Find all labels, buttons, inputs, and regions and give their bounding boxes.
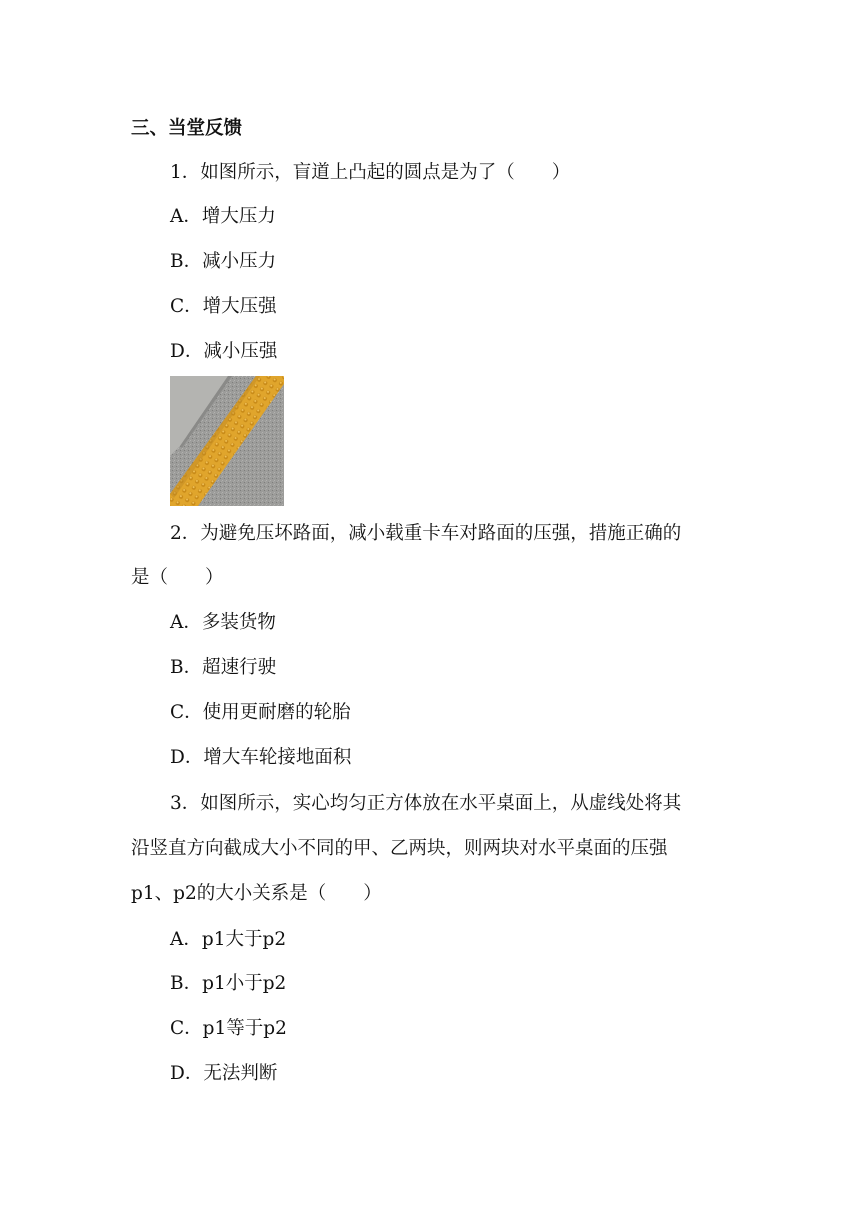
question-3-option-d: D．无法判断 (170, 1063, 278, 1084)
question-2-stem-line-2: 是（ ） (131, 567, 224, 588)
question-3-option-a: A．p1大于p2 (170, 929, 287, 950)
question-3-stem-line-2: 沿竖直方向截成大小不同的甲、乙两块，则两块对水平桌面的压强 (131, 838, 668, 859)
question-1-option-c: C．增大压强 (170, 296, 277, 317)
question-2-option-d: D．增大车轮接地面积 (170, 747, 352, 768)
question-2-option-b: B．超速行驶 (170, 657, 277, 678)
question-1-stem: 1．如图所示，盲道上凸起的圆点是为了（ ） (170, 162, 571, 183)
question-3-option-c: C．p1等于p2 (170, 1018, 287, 1039)
question-2-stem-line-1: 2．为避免压坏路面，减小载重卡车对路面的压强，措施正确的 (170, 523, 682, 544)
question-1-option-b: B．减小压力 (170, 251, 277, 272)
question-3-stem-line-1: 3．如图所示，实心均匀正方体放在水平桌面上，从虚线处将其 (170, 793, 682, 814)
section-heading: 三、当堂反馈 (131, 118, 243, 139)
question-3-option-b: B．p1小于p2 (170, 973, 287, 994)
question-1-option-a: A．增大压力 (170, 206, 276, 227)
question-2-option-a: A．多装货物 (170, 612, 276, 633)
question-3-stem-line-3: p1、p2的大小关系是（ ） (131, 883, 382, 904)
question-1-option-d: D．减小压强 (170, 341, 278, 362)
tactile-paving-photo (170, 376, 284, 506)
question-2-option-c: C．使用更耐磨的轮胎 (170, 702, 351, 723)
